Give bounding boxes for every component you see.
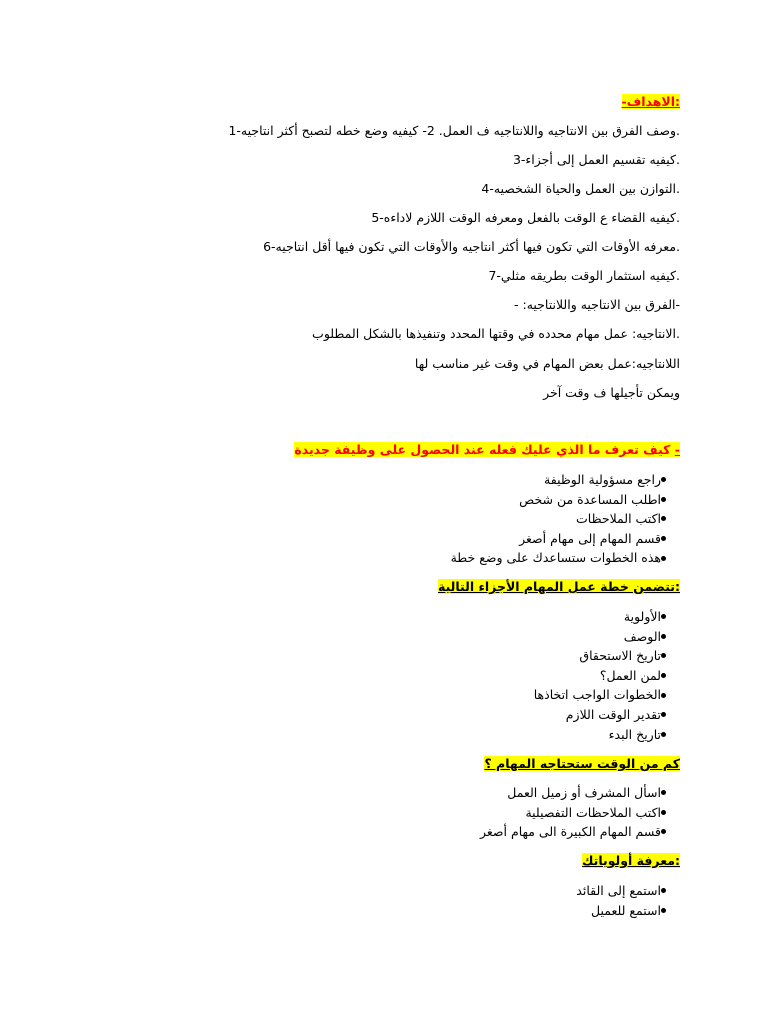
goal-line: .كيفيه القضاء ع الوقت بالفعل ومعرفه الوقت اللازم لاداءه-5	[371, 210, 680, 225]
list-item: اسأل المشرف أو زميل العمل	[480, 783, 680, 803]
new-job-list	[451, 470, 680, 568]
bullet-icon	[661, 693, 666, 698]
priorities-list	[576, 881, 680, 920]
time-list	[480, 783, 680, 842]
productivity-definition: .الانتاجيه: عمل مهام محدده في وقتها المحدد وتنفيذها بالشكل المطلوب	[312, 326, 680, 341]
bullet-icon	[661, 908, 666, 913]
list-item: تاريخ البدء	[534, 725, 680, 745]
bullet-icon	[661, 790, 666, 795]
list-item: هذه الخطوات ستساعدك على وضع خطة	[451, 548, 680, 568]
goal-line: .كيفيه تقسيم العمل إلى أجزاء-3	[512, 152, 680, 167]
bullet-icon	[661, 477, 666, 482]
bullet-icon	[661, 634, 666, 639]
bullet-icon	[661, 497, 666, 502]
list-item: استمع إلى القائد	[576, 881, 680, 901]
unproductivity-definition: اللانتاجيه:عمل بعض المهام في وقت غير مناسب لها	[414, 356, 680, 371]
bullet-icon	[661, 653, 666, 658]
bullet-icon	[661, 810, 666, 815]
goal-line: .كيفيه استثمار الوقت بطريقه مثلي-7	[488, 268, 680, 283]
list-item: تاريخ الاستحقاق	[534, 646, 680, 666]
list-item: اكتب الملاحظات	[451, 509, 680, 529]
bullet-icon	[661, 536, 666, 541]
list-item: تقدير الوقت اللازم	[534, 705, 680, 725]
bullet-icon	[661, 516, 666, 521]
list-item: راجع مسؤولية الوظيفة	[451, 470, 680, 490]
goal-line: .التوازن بين العمل والحياة الشخصيه-4	[481, 181, 680, 196]
unproductivity-note: ويمكن تأجيلها ف وقت آخر	[543, 385, 680, 400]
list-item: اطلب المساعدة من شخص	[451, 490, 680, 510]
list-item: لمن العمل؟	[534, 666, 680, 686]
plan-heading	[438, 578, 680, 596]
bullet-icon	[661, 712, 666, 717]
plan-list	[534, 607, 680, 744]
list-item: قسم المهام الكبيرة الى مهام أصغر	[480, 822, 680, 842]
list-item: الخطوات الواجب اتخاذها	[534, 685, 680, 705]
goals-heading-text: :الاهداف-	[621, 94, 680, 109]
plan-heading-text: :تتضمن خطة عمل المهام الأجزاء التالية	[437, 579, 680, 594]
priorities-heading-text: :معرفة أولوياتك	[582, 853, 680, 868]
list-item: الوصف	[534, 627, 680, 647]
new-job-heading	[294, 441, 680, 459]
time-heading	[484, 755, 680, 773]
list-item: قسم المهام إلى مهام أصغر	[451, 529, 680, 549]
time-heading-text: كم من الوقت ستحتاجه المهام ؟	[484, 756, 680, 771]
goal-line: .وصف الفرق بين الانتاجيه واللانتاجيه ف العمل. 2- كيفيه وضع خطه لتصبح أكثر انتاجيه-1	[228, 123, 680, 138]
goals-heading	[622, 93, 680, 111]
bullet-icon	[661, 888, 666, 893]
list-item: استمع للعميل	[576, 901, 680, 921]
list-item: اكتب الملاحظات التفصيلية	[480, 803, 680, 823]
list-item: الأولوية	[534, 607, 680, 627]
priorities-heading	[582, 852, 680, 870]
bullet-icon	[661, 556, 666, 561]
bullet-icon	[661, 614, 666, 619]
goal-line: .معرفه الأوقات التي تكون فيها أكثر انتاجيه والأوقات التي تكون فيها أقل انتاجيه-6	[263, 239, 680, 254]
bullet-icon	[661, 673, 666, 678]
new-job-heading-text: - كيف تعرف ما الذي عليك فعله عند الحصول على وظيفة جديدة	[294, 442, 680, 457]
bullet-icon	[661, 732, 666, 737]
bullet-icon	[661, 829, 666, 834]
difference-heading-line: -الفرق بين الانتاجيه واللانتاجيه: -	[514, 297, 680, 312]
